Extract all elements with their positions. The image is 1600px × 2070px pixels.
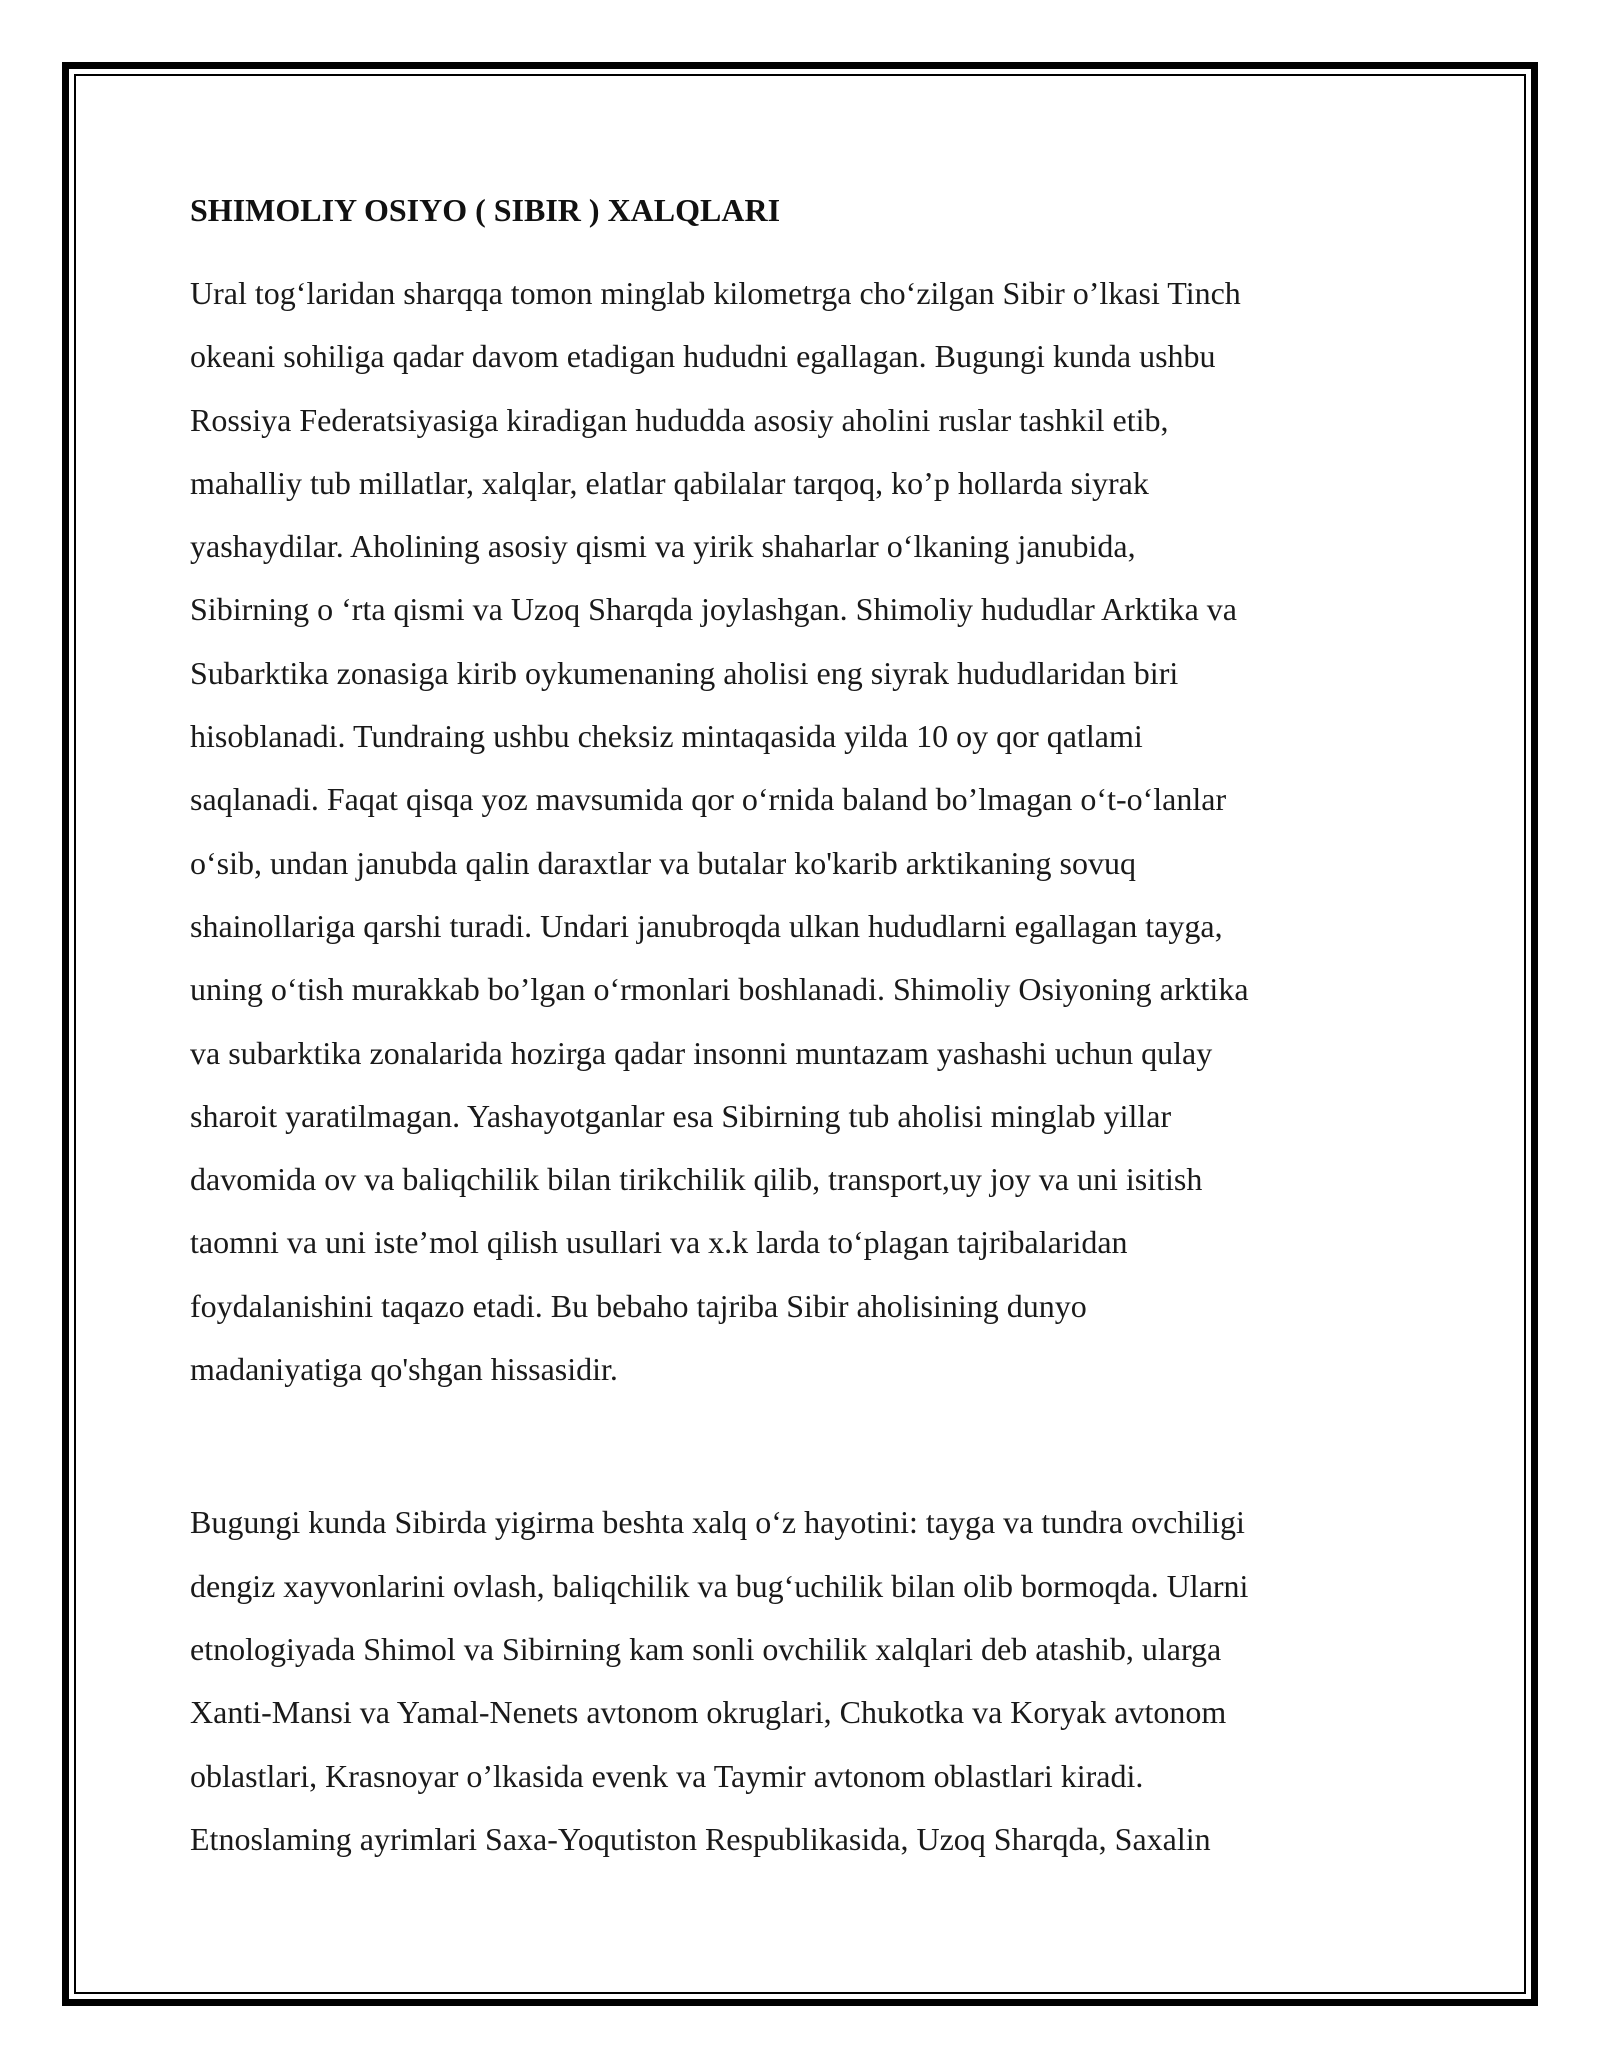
text-line: okeani sohiliga qadar davom etadigan hududni egallagan. Bugungi kunda ushbu: [190, 338, 1216, 375]
text-line: va subarktika zonalarida hozirga qadar insonni muntazam yashashi uchun qulay: [190, 1034, 1213, 1071]
text-line: o‘sib, undan janubda qalin daraxtlar va butalar ko'karib arktikaning sovuq: [190, 844, 1136, 881]
text-line: shainollariga qarshi turadi. Undari janubroqda ulkan hududlarni egallagan tayga,: [190, 907, 1223, 944]
text-line: foydalanishini taqazo etadi. Bu bebaho tajriba Sibir aholisining dunyo: [190, 1287, 1087, 1324]
document-body: [190, 186, 1420, 1871]
text-line: hisoblanadi. Tundraing ushbu cheksiz mintaqasida yilda 10 oy qor qatlami: [190, 718, 1143, 755]
paragraph-2: [190, 1491, 1420, 1871]
paragraph-1: [190, 262, 1420, 1401]
text-line: sharoit yaratilmagan. Yashayotganlar esa Sibirning tub aholisi minglab yillar: [190, 1097, 1172, 1134]
text-line: etnologiyada Shimol va Sibirning kam sonli ovchilik xalqlari deb atashib, ularga: [190, 1630, 1222, 1667]
paragraph-spacer: [190, 1401, 1420, 1491]
text-line: oblastlari, Krasnoyar o’lkasida evenk va Taymir avtonom oblastlari kiradi.: [190, 1757, 1144, 1794]
text-line: Rossiya Federatsiyasiga kiradigan hududda asosiy aholini ruslar tashkil etib,: [190, 401, 1169, 438]
document-title: SHIMOLIY OSIYO ( SIBIR ) XALQLARI: [190, 192, 781, 228]
text-line: mahalliy tub millatlar, xalqlar, elatlar qabilalar tarqoq, ko’p hollarda siyrak: [190, 464, 1149, 501]
text-line: Sibirning o ‘rta qismi va Uzoq Sharqda joylashgan. Shimoliy hududlar Arktika va: [190, 591, 1237, 628]
text-line: Xanti-Mansi va Yamal-Nenets avtonom okruglari, Chukotka va Koryak avtonom: [190, 1694, 1227, 1731]
text-line: taomni va uni iste’mol qilish usullari va x.k larda to‘plagan tajribalaridan: [190, 1224, 1128, 1261]
text-line: Ural tog‘laridan sharqqa tomon minglab kilometrga cho‘zilgan Sibir o’lkasi Tinch: [190, 275, 1241, 311]
text-line: madaniyatiga qo'shgan hissasidir.: [190, 1351, 618, 1388]
text-line: Etnoslaming ayrimlari Saxa-Yoqutiston Respublikasida, Uzoq Sharqda, Saxalin: [190, 1820, 1211, 1857]
text-line: Subarktika zonasiga kirib oykumenaning aholisi eng siyrak hududlaridan biri: [190, 654, 1179, 691]
text-line: davomida ov va baliqchilik bilan tirikchilik qilib, transport,uy joy va uni isitish: [190, 1161, 1203, 1198]
text-line: dengiz xayvonlarini ovlash, baliqchilik va bug‘uchilik bilan olib bormoqda. Ularni: [190, 1567, 1249, 1604]
text-line: uning o‘tish murakkab bo’lgan o‘rmonlari boshlanadi. Shimoliy Osiyoning arktika: [190, 971, 1249, 1008]
text-line: saqlanadi. Faqat qisqa yoz mavsumida qor o‘rnida baland bo’lmagan o‘t-o‘lanlar: [190, 781, 1227, 818]
text-line: yashaydilar. Aholining asosiy qismi va yirik shaharlar o‘lkaning janubida,: [190, 528, 1136, 565]
text-line: Bugungi kunda Sibirda yigirma beshta xalq o‘z hayotini: tayga va tundra ovchiligi: [190, 1504, 1245, 1541]
